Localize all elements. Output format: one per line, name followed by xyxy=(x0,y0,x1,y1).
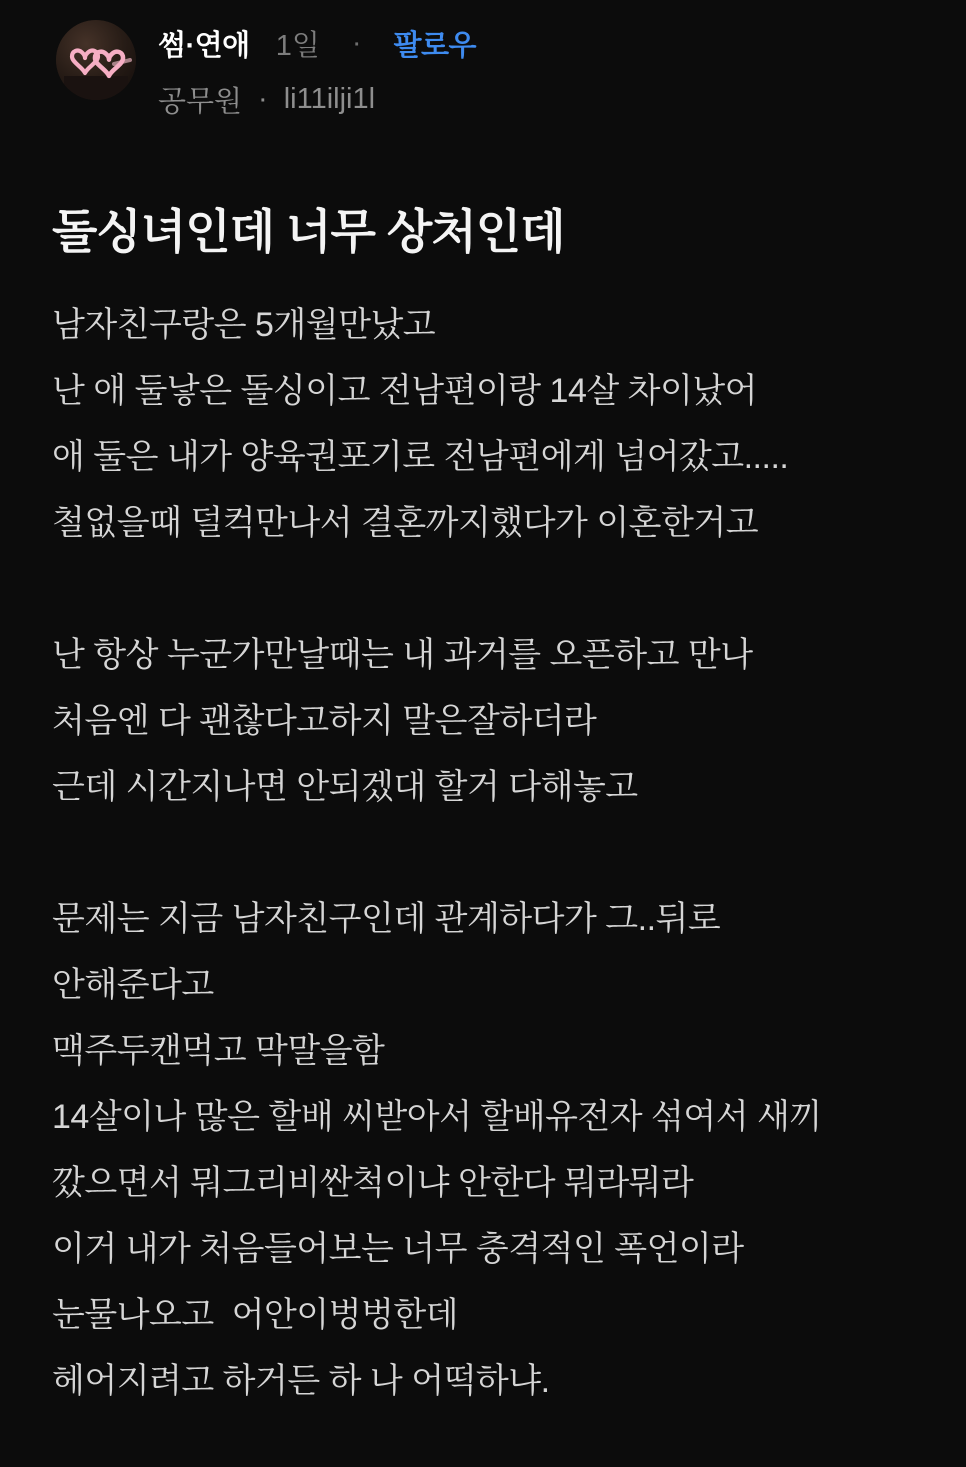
header-row-top xyxy=(158,23,476,64)
author-id: li11ilji1l xyxy=(283,83,376,115)
separator-dot: · xyxy=(258,83,268,115)
post-header xyxy=(0,0,966,120)
post-text-line: 이거 내가 처음들어보는 너무 충격적인 폭언이라 xyxy=(52,1230,744,1268)
post-text-line: 문제는 지금 남자친구인데 관계하다가 그..뒤로 xyxy=(52,900,721,938)
post-text-line: 깠으면서 뭐그리비싼척이냐 안한다 뭐라뭐라 xyxy=(52,1164,694,1202)
post-timestamp: 1일 xyxy=(275,30,320,62)
header-text xyxy=(158,20,476,120)
post-text-line: 눈물나오고 어안이벙벙한데 xyxy=(52,1296,459,1334)
post-text-line: 14살이나 많은 할배 씨받아서 할배유전자 섞여서 새끼 xyxy=(52,1098,822,1136)
post-text-line: 헤어지려고 하거든 하 나 어떡하냐. xyxy=(52,1362,550,1400)
post-text-line: 난 항상 누군가만날때는 내 과거를 오픈하고 만나 xyxy=(52,636,753,674)
heart-glasses-icon xyxy=(56,20,136,100)
board-name[interactable]: 썸·연애 xyxy=(158,30,250,62)
post-paragraph xyxy=(52,622,936,820)
avatar[interactable] xyxy=(56,20,136,100)
post-body xyxy=(52,292,936,1414)
post-text-line: 근데 시간지나면 안되겠대 할거 다해놓고 xyxy=(52,768,638,806)
post-paragraph xyxy=(52,292,936,556)
post-text-line: 처음엔 다 괜찮다고하지 말은잘하더라 xyxy=(52,702,597,740)
post-text-line: 안해준다고 xyxy=(52,966,214,1004)
post-text-line: 남자친구랑은 5개월만났고 xyxy=(52,306,436,344)
author-org: 공무원 xyxy=(158,86,243,118)
header-row-author xyxy=(158,79,476,120)
post-text-line: 맥주두캔먹고 막말을함 xyxy=(52,1032,385,1070)
post-text-line: 난 애 둘낳은 돌싱이고 전남편이랑 14살 차이났어 xyxy=(52,372,758,410)
separator-dot: · xyxy=(351,27,362,59)
post-title: 돌싱녀인데 너무 상처인데 xyxy=(52,205,565,258)
post-paragraph xyxy=(52,886,936,1414)
post-text-line: 철없을때 덜컥만나서 결혼까지했다가 이혼한거고 xyxy=(52,504,759,542)
post-text-line: 애 둘은 내가 양육권포기로 전남편에게 넘어갔고..... xyxy=(52,438,789,476)
follow-button[interactable]: 팔로우 xyxy=(393,30,477,62)
